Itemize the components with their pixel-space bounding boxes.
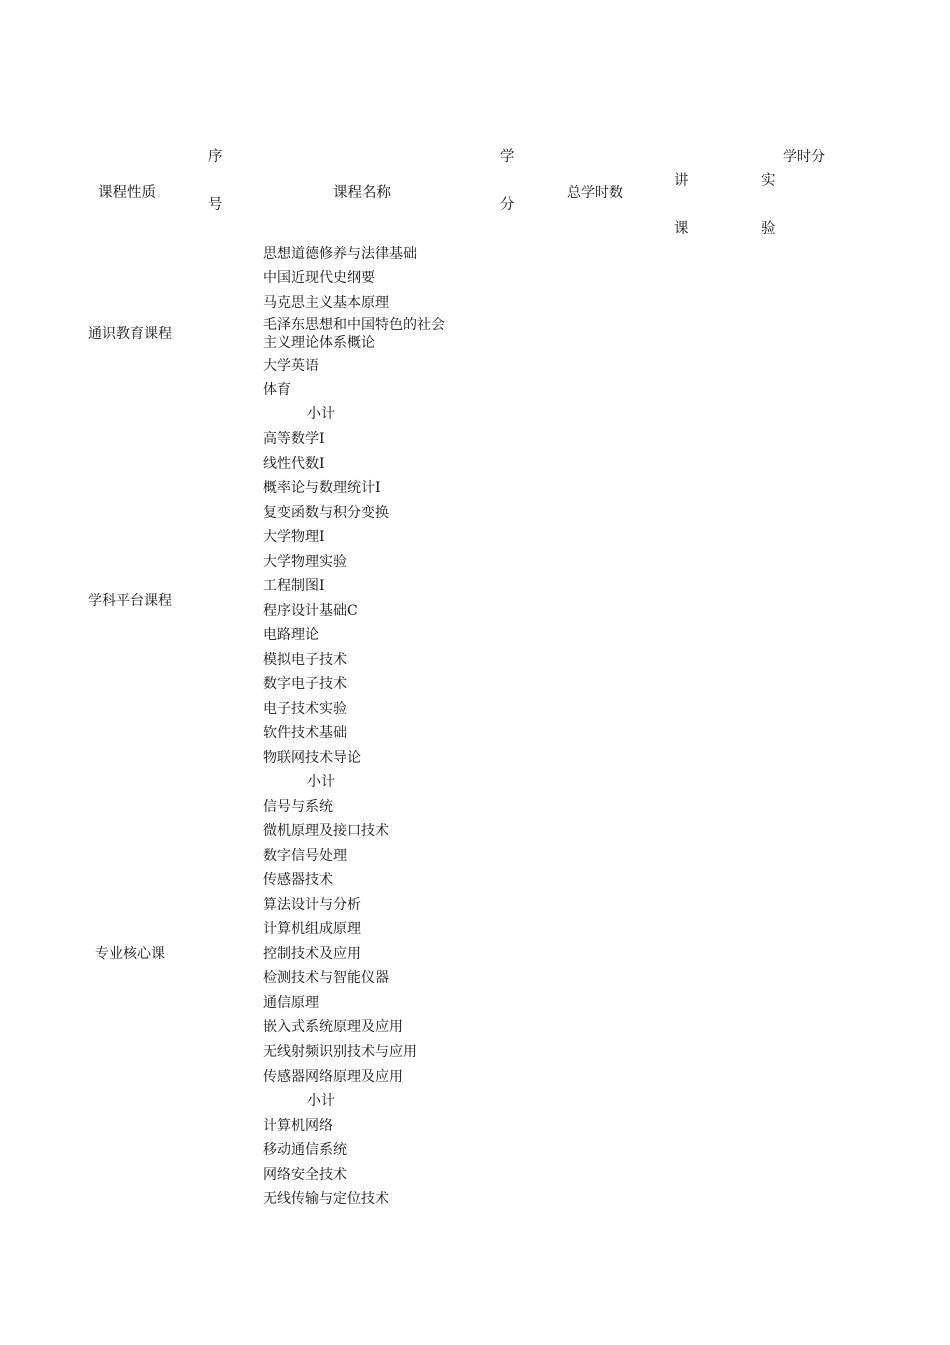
- header-credit-top: 学: [500, 149, 515, 165]
- header-lab-top: 实: [761, 173, 776, 189]
- header-lab-bottom: 验: [761, 221, 776, 237]
- course-name: 大学物理Ⅰ: [263, 529, 325, 545]
- course-name: 数字信号处理: [263, 848, 347, 864]
- course-name: 传感器网络原理及应用: [263, 1069, 403, 1085]
- course-name: 大学物理实验: [263, 554, 347, 570]
- header-total-hours: 总学时数: [567, 185, 623, 201]
- course-name: 检测技术与智能仪器: [263, 970, 389, 986]
- course-name: 算法设计与分析: [263, 897, 361, 913]
- course-name: 数字电子技术: [263, 676, 347, 692]
- course-name: 主义理论体系概论: [263, 335, 375, 351]
- course-name: 嵌入式系统原理及应用: [263, 1019, 403, 1035]
- course-name: 电路理论: [263, 627, 319, 643]
- course-name: 移动通信系统: [263, 1142, 347, 1158]
- course-name: 大学英语: [263, 358, 319, 374]
- course-name: 程序设计基础C: [263, 603, 358, 619]
- header-course-name: 课程名称: [333, 185, 391, 201]
- course-name: 通信原理: [263, 995, 319, 1011]
- course-name: 工程制图Ⅰ: [263, 578, 325, 594]
- header-lecture-bottom: 课: [674, 221, 689, 237]
- course-name: 复变函数与积分变换: [263, 505, 389, 521]
- course-name: 传感器技术: [263, 872, 333, 888]
- course-name: 马克思主义基本原理: [263, 295, 389, 311]
- category-platform: 学科平台课程: [88, 593, 172, 609]
- course-name: 模拟电子技术: [263, 652, 347, 668]
- course-name: 体育: [263, 382, 291, 398]
- category-general: 通识教育课程: [88, 326, 172, 342]
- course-name: 微机原理及接口技术: [263, 823, 389, 839]
- course-name: 线性代数Ⅰ: [263, 456, 325, 472]
- course-name: 计算机组成原理: [263, 921, 361, 937]
- course-name: 计算机网络: [263, 1118, 333, 1134]
- header-hours-split: 学时分: [783, 149, 825, 165]
- header-seq-top: 序: [208, 149, 223, 165]
- course-name: 概率论与数理统计Ⅰ: [263, 480, 381, 496]
- course-name: 软件技术基础: [263, 725, 347, 741]
- course-name: 电子技术实验: [263, 701, 347, 717]
- course-name: 高等数学Ⅰ: [263, 431, 325, 447]
- header-credit-bottom: 分: [500, 197, 515, 213]
- subtotal-core: 小计: [307, 1093, 335, 1109]
- course-name: 毛泽东思想和中国特色的社会: [263, 317, 445, 333]
- course-name: 物联网技术导论: [263, 750, 361, 766]
- course-name: 中国近现代史纲要: [263, 270, 375, 286]
- course-name: 网络安全技术: [263, 1167, 347, 1183]
- course-name: 控制技术及应用: [263, 946, 361, 962]
- subtotal-platform: 小计: [307, 774, 335, 790]
- subtotal-general: 小计: [307, 406, 335, 422]
- course-name: 信号与系统: [263, 799, 333, 815]
- header-lecture-top: 讲: [674, 173, 689, 189]
- header-seq-bottom: 号: [208, 197, 223, 213]
- course-name: 无线射频识别技术与应用: [263, 1044, 417, 1060]
- course-name: 无线传输与定位技术: [263, 1191, 389, 1207]
- category-core: 专业核心课: [95, 946, 165, 962]
- course-name: 思想道德修养与法律基础: [263, 246, 417, 262]
- header-course-nature: 课程性质: [98, 185, 156, 201]
